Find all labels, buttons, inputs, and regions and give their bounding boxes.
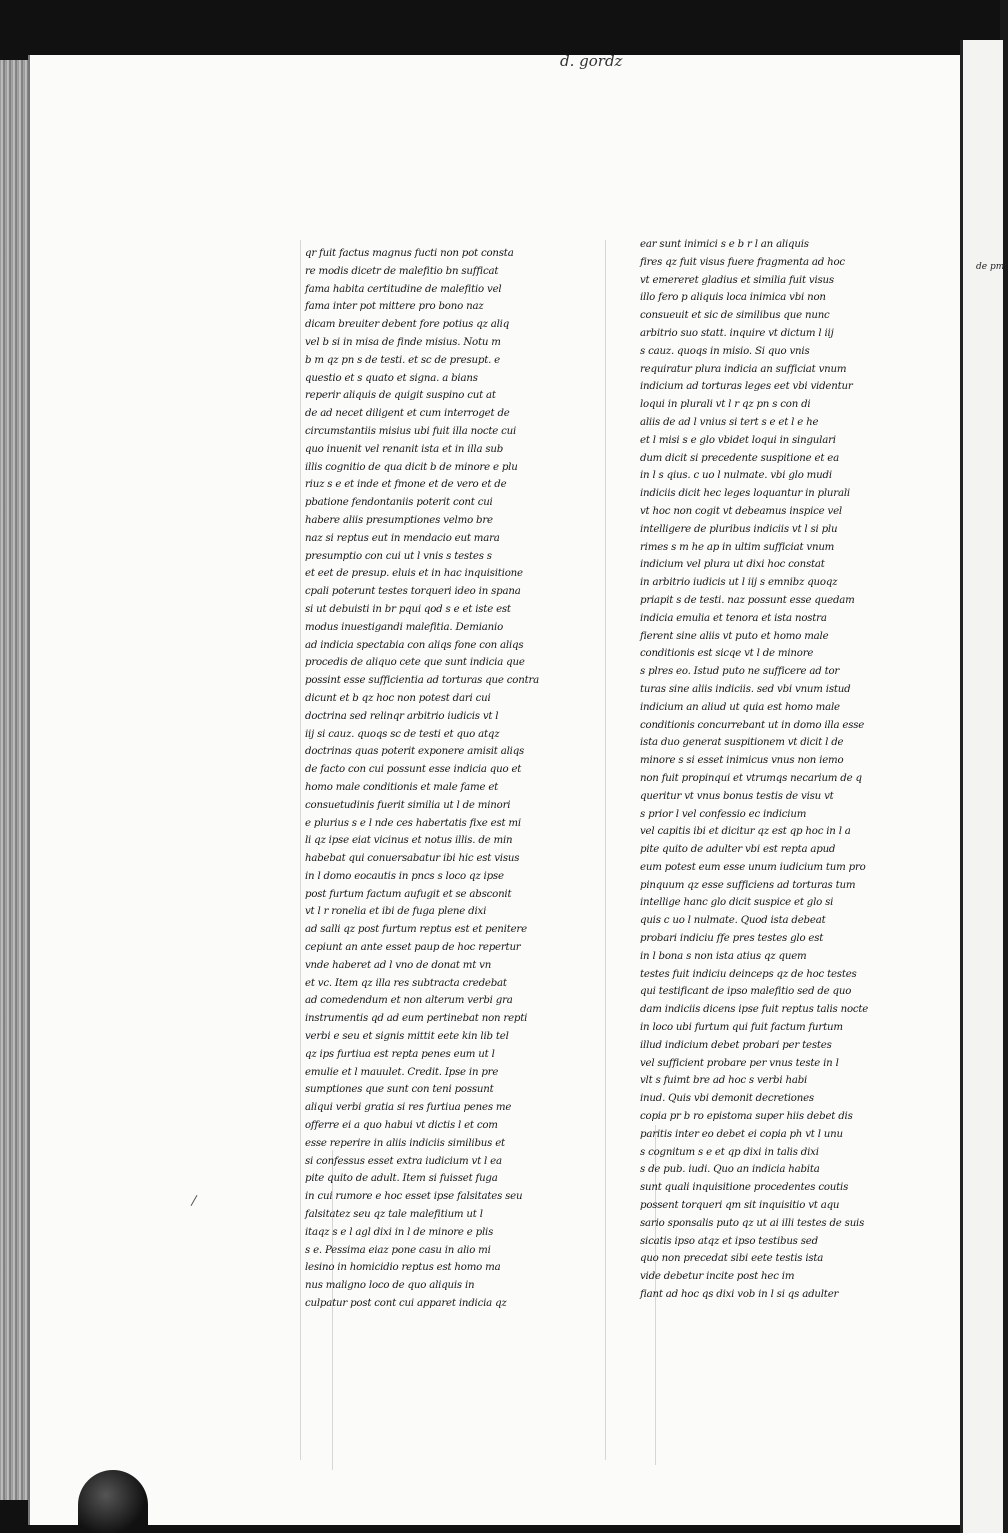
- ruling-line-left-a: [300, 240, 301, 1460]
- shelfmark-annotation: d. gordz: [560, 52, 623, 70]
- text-line: s e. Pessima eiaz pone casu in alio mi: [305, 1244, 491, 1256]
- text-line: vide debetur incite post hec im: [640, 1271, 795, 1283]
- text-line: intelligere de pluribus indiciis vt l si plu: [640, 523, 838, 535]
- text-line: possent torqueri qm sit inquisitio vt aqu: [640, 1200, 840, 1212]
- text-line: requiratur plura indicia an sufficiat vnum: [640, 363, 847, 375]
- adjacent-page-text: de pmt: [976, 262, 1008, 272]
- text-line: sunt quali inquisitione procedentes coutis: [640, 1182, 849, 1194]
- text-line: verbi e seu et signis mittit eete kin lib tel: [305, 1031, 509, 1043]
- text-line: riuz s e et inde et fmone et de vero et de: [305, 479, 507, 491]
- text-line: habere aliis presumptiones velmo bre: [305, 514, 493, 526]
- text-line: s cognitum s e et qp dixi in talis dixi: [640, 1146, 819, 1158]
- text-line: vlt s fuimt bre ad hoc s verbi habi: [640, 1075, 808, 1087]
- text-line: conditionis concurrebant ut in domo illa esse: [640, 719, 865, 731]
- text-line: doctrina sed relinqr arbitrio iudicis vt l: [305, 710, 499, 722]
- text-line: pinquum qz esse sufficiens ad torturas tum: [640, 879, 856, 891]
- text-line: fama inter pot mittere pro bono naz: [305, 301, 484, 313]
- text-line: fama habita certitudine de malefitio vel: [305, 283, 502, 295]
- text-line: falsitatez seu qz tale malefitium ut l: [305, 1209, 483, 1221]
- text-line: lesino in homicidio reptus est homo ma: [305, 1262, 501, 1274]
- text-line: b m qz pn s de testi. et sc de presupt. e: [305, 354, 500, 366]
- text-line: arbitrio suo statt. inquire vt dictum l iij: [640, 327, 834, 339]
- text-line: ear sunt inimici s e b r l an aliquis: [640, 239, 809, 250]
- text-line: indiciis dicit hec leges loquantur in plurali: [640, 488, 850, 500]
- text-line: doctrinas quas poterit exponere amisit aliqs: [305, 746, 525, 758]
- text-line: indicia emulia et tenora et ista nostra: [640, 612, 827, 624]
- text-line: pite quito de adulter vbi est repta apud: [640, 844, 836, 856]
- text-line: modus inuestigandi malefitia. Demianio: [305, 621, 504, 633]
- text-line: rimes s m he ap in ultim sufficiat vnum: [640, 541, 835, 553]
- text-line: quo inuenit vel renanit ista et in illa sub: [305, 443, 504, 455]
- text-line: in l s qius. c uo l nulmate. vbi glo mudi: [640, 470, 832, 482]
- text-line: pbatione fendontaniis poterit cont cui: [305, 497, 493, 509]
- text-line: fires qz fuit visus fuere fragmenta ad hoc: [640, 256, 845, 268]
- text-line: in loco ubi furtum qui fuit factum furtum: [640, 1022, 843, 1034]
- text-line: vnde haberet ad l vno de donat mt vn: [305, 959, 492, 971]
- text-line: fierent sine aliis vt puto et homo male: [640, 630, 829, 642]
- text-line: et vc. Item qz illa res subtracta credebat: [305, 977, 507, 989]
- text-line: naz si reptus eut in mendacio eut mara: [305, 532, 500, 544]
- text-line: cpali poterunt testes torqueri ideo in spana: [305, 586, 521, 598]
- text-line: si confessus esset extra iudicium vt l ea: [305, 1155, 502, 1167]
- text-line: illis cognitio de qua dicit b de minore e plu: [305, 461, 518, 473]
- ruling-line-right-a: [605, 240, 606, 1460]
- text-line: vel sufficient probare per vnus teste in l: [640, 1057, 839, 1069]
- text-line: s plres eo. Istud puto ne sufficere ad tor: [640, 666, 840, 678]
- text-line: turas sine aliis indiciis. sed vbi vnum istud: [640, 683, 851, 695]
- text-line: vt l r ronelia et ibi de fuga plene dixi: [305, 906, 487, 918]
- text-line: dicam breuiter debent fore potius qz aliq: [305, 319, 510, 331]
- text-line: e plurius s e l nde ces habertatis fixe est mi: [305, 817, 521, 829]
- text-line: emulie et l mauulet. Credit. Ipse in pre: [305, 1066, 499, 1078]
- text-column-left: [305, 245, 545, 1313]
- text-line: dum dicit si precedente suspitione et ea: [640, 452, 839, 464]
- text-line: priapit s de testi. naz possunt esse quedam: [640, 594, 855, 606]
- text-line: dicunt et b qz hoc non potest dari cui: [305, 692, 491, 704]
- text-line: illo fero p aliquis loca inimica vbi non: [640, 292, 826, 304]
- text-line: qui testificant de ipso malefitio sed de quo: [640, 986, 852, 998]
- text-line: consuetudinis fuerit similia ut l de minori: [305, 799, 511, 811]
- text-line: qz ips furtiua est repta penes eum ut l: [305, 1048, 495, 1060]
- text-line: li qz ipse eiat vicinus et notus illis. de min: [305, 835, 513, 847]
- text-line: in arbitrio iudicis ut l iij s emnibz quoqz: [640, 577, 838, 589]
- text-line: indicium ad torturas leges eet vbi videntur: [640, 381, 853, 393]
- text-line: ista duo generat suspitionem vt dicit l de: [640, 737, 844, 749]
- text-line: vel capitis ibi et dicitur qz est qp hoc in l a: [640, 826, 851, 838]
- text-line: s de pub. iudi. Quo an indicia habita: [640, 1164, 820, 1176]
- text-line: in cui rumore e hoc esset ipse falsitates seu: [305, 1191, 523, 1203]
- text-line: queritur vt vnus bonus testis de visu vt: [640, 790, 834, 802]
- text-line: loqui in plurali vt l r qz pn s con di: [640, 399, 811, 411]
- text-line: consueuit et sic de similibus que nunc: [640, 310, 830, 322]
- scan-clip-shadow: [78, 1470, 148, 1533]
- text-line: minore s si esset inimicus vnus non iemo: [640, 755, 844, 767]
- text-line: inud. Quis vbi demonit decretiones: [640, 1093, 814, 1105]
- text-line: probari indiciu ffe pres testes glo est: [640, 933, 824, 945]
- text-line: vt hoc non cogit vt debeamus inspice vel: [640, 505, 842, 517]
- text-line: post furtum factum aufugit et se absconit: [305, 888, 512, 900]
- text-line: testes fuit indiciu deinceps qz de hoc testes: [640, 968, 857, 980]
- text-line: reperir aliquis de quigit suspino cut at: [305, 390, 496, 402]
- text-line: s prior l vel confessio ec indicium: [640, 808, 807, 820]
- text-line: copia pr b ro epistoma super hiis debet dis: [640, 1111, 853, 1123]
- text-line: re modis dicetr de malefitio bn sufficat: [305, 265, 499, 277]
- text-line: vt emereret gladius et similia fuit visus: [640, 274, 834, 286]
- text-line: fiant ad hoc qs dixi vob in l si qs adulter: [640, 1289, 839, 1301]
- text-line: qr fuit factus magnus fucti non pot consta: [305, 248, 514, 259]
- text-line: indicium an aliud ut quia est homo male: [640, 701, 840, 713]
- text-line: offerre ei a quo habui vt dictis l et com: [305, 1120, 498, 1132]
- text-line: esse reperire in aliis indiciis similibus et: [305, 1137, 505, 1149]
- text-line: possint esse sufficientia ad torturas que contra: [305, 675, 540, 687]
- text-line: ad comedendum et non alterum verbi gra: [305, 995, 513, 1007]
- text-line: sario sponsalis puto qz ut ai illi testes de suis: [640, 1217, 865, 1229]
- text-line: de facto con cui possunt esse indicia quo et: [305, 764, 522, 776]
- text-line: iij si cauz. quoqs sc de testi et quo atqz: [305, 728, 500, 740]
- text-line: culpatur post cont cui apparet indicia qz: [305, 1298, 507, 1310]
- text-line: questio et s quato et signa. a bians: [305, 372, 478, 384]
- text-line: eum potest eum esse unum iudicium tum pro: [640, 861, 866, 873]
- text-line: s cauz. quoqs in misio. Si quo vnis: [640, 345, 810, 357]
- text-line: circumstantiis misius ubi fuit illa nocte cui: [305, 425, 517, 437]
- text-line: pite quito de adult. Item si fuisset fuga: [305, 1173, 498, 1185]
- text-line: quo non precedat sibi eete testis ista: [640, 1253, 824, 1265]
- text-line: intellige hanc glo dicit suspice et glo si: [640, 897, 834, 909]
- text-line: vel b si in misa de finde misius. Notu m: [305, 336, 501, 348]
- text-line: si ut debuisti in br pqui qod s e et iste est: [305, 603, 511, 615]
- text-line: itaqz s e l agl dixi in l de minore e plis: [305, 1226, 494, 1238]
- text-line: habebat qui conuersabatur ibi hic est visus: [305, 853, 520, 865]
- text-line: paritis inter eo debet ei copia ph vt l unu: [640, 1128, 843, 1140]
- text-line: indicium vel plura ut dixi hoc constat: [640, 559, 825, 571]
- text-line: sicatis ipso atqz et ipso testibus sed: [640, 1235, 818, 1247]
- text-line: nus maligno loco de quo aliquis in: [305, 1280, 475, 1292]
- text-line: et l misi s e glo vbidet loqui in singulari: [640, 434, 836, 446]
- text-line: procedis de aliquo cete que sunt indicia que: [305, 657, 525, 669]
- text-line: et eet de presup. eluis et in hac inquisitione: [305, 568, 523, 580]
- text-line: in l bona s non ista atius qz quem: [640, 950, 807, 962]
- text-line: aliis de ad l vnius si tert s e et l e he: [640, 416, 819, 428]
- text-line: aliqui verbi gratia si res furtiua penes me: [305, 1102, 512, 1114]
- text-line: ad salli qz post furtum reptus est et penitere: [305, 924, 527, 936]
- text-line: presumptio con cui ut l vnis s testes s: [305, 550, 492, 562]
- text-line: de ad necet diligent et cum interroget de: [305, 408, 510, 420]
- text-line: cepiunt an ante esset paup de hoc repertur: [305, 942, 521, 954]
- text-line: non fuit propinqui et vtrumqs necarium de q: [640, 772, 862, 784]
- text-line: ad indicia spectabia con aliqs fone con aliqs: [305, 639, 524, 651]
- text-line: instrumentis qd ad eum pertinebat non repti: [305, 1013, 528, 1025]
- text-line: illud indicium debet probari per testes: [640, 1039, 832, 1051]
- text-line: homo male conditionis et male fame et: [305, 781, 499, 793]
- text-line: quis c uo l nulmate. Quod ista debeat: [640, 915, 826, 927]
- text-line: conditionis est sicqe vt l de minore: [640, 648, 814, 660]
- text-line: dam indiciis dicens ipse fuit reptus talis nocte: [640, 1004, 869, 1016]
- text-line: in l domo eocautis in pncs s loco qz ipse: [305, 870, 504, 882]
- text-line: sumptiones que sunt con teni possunt: [305, 1084, 494, 1096]
- text-column-right: [640, 236, 869, 1304]
